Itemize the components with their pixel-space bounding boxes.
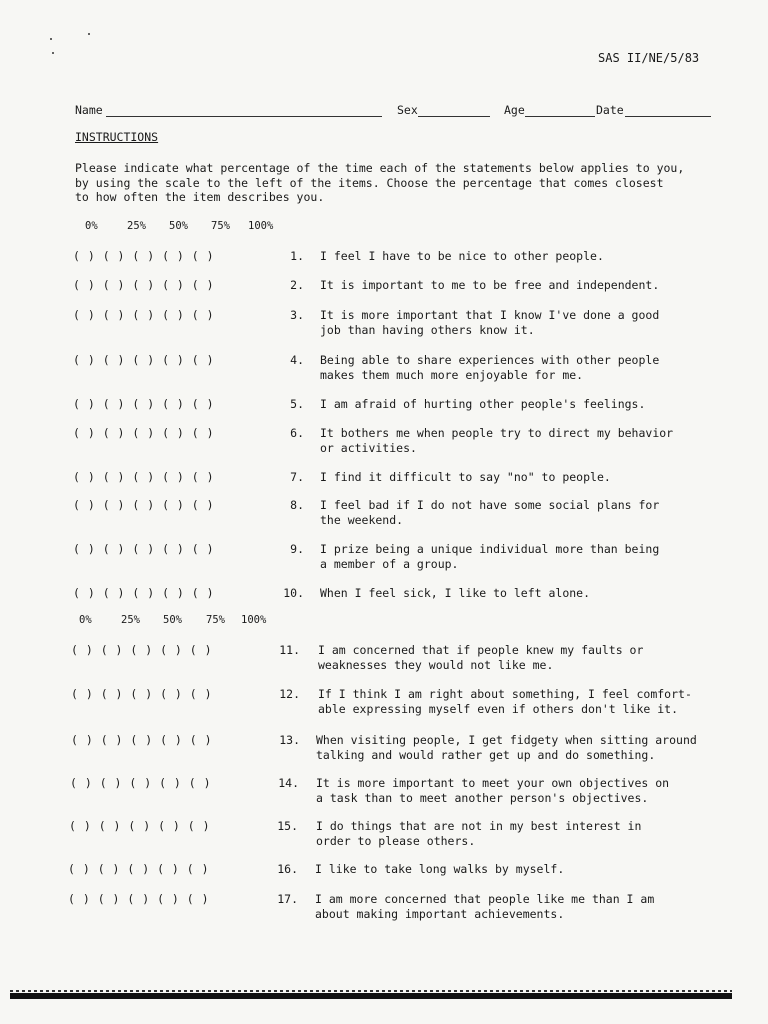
response-options[interactable]: ( ) ( ) ( ) ( ) ( ) <box>73 586 215 600</box>
scale-25: 25% <box>121 614 140 626</box>
item-number: 5. <box>290 397 304 411</box>
age-field[interactable] <box>525 116 595 117</box>
item-number: 6. <box>290 426 304 440</box>
response-options[interactable]: ( ) ( ) ( ) ( ) ( ) <box>73 470 215 484</box>
item-number: 16. <box>277 862 298 876</box>
item-number: 7. <box>290 470 304 484</box>
instructions-text <box>75 161 715 205</box>
date-label: Date <box>596 103 624 117</box>
scan-edge-dots <box>10 990 732 992</box>
item-number: 15. <box>277 819 298 833</box>
scan-speck <box>88 33 90 35</box>
response-options[interactable]: ( ) ( ) ( ) ( ) ( ) <box>73 353 215 367</box>
item-text: I am afraid of hurting other people's feelings. <box>320 397 646 411</box>
name-field[interactable] <box>106 116 382 117</box>
item-number: 10. <box>283 586 304 600</box>
item-number: 13. <box>279 733 300 747</box>
response-options[interactable]: ( ) ( ) ( ) ( ) ( ) <box>71 733 213 747</box>
response-options[interactable]: ( ) ( ) ( ) ( ) ( ) <box>73 397 215 411</box>
response-options[interactable]: ( ) ( ) ( ) ( ) ( ) <box>73 498 215 512</box>
item-text: I do things that are not in my best interest in order to please others. <box>316 819 642 848</box>
item-text: When I feel sick, I like to left alone. <box>320 586 591 600</box>
scan-speck <box>50 38 52 40</box>
scale-50: 50% <box>169 220 188 232</box>
instructions-line: to how often the item describes you. <box>75 190 325 204</box>
response-options[interactable]: ( ) ( ) ( ) ( ) ( ) <box>73 249 215 263</box>
sex-label: Sex <box>397 103 418 117</box>
item-number: 1. <box>290 249 304 263</box>
response-options[interactable]: ( ) ( ) ( ) ( ) ( ) <box>68 862 210 876</box>
scale-25: 25% <box>127 220 146 232</box>
item-text: It is important to me to be free and independent. <box>320 278 660 292</box>
form-code: SAS II/NE/5/83 <box>598 51 700 65</box>
item-text: I feel bad if I do not have some social plans for the weekend. <box>320 498 660 527</box>
item-text: I am concerned that if people knew my faults or weaknesses they would not like me. <box>318 643 644 672</box>
item-text: I prize being a unique individual more than being a member of a group. <box>320 542 660 571</box>
response-options[interactable]: ( ) ( ) ( ) ( ) ( ) <box>71 643 213 657</box>
item-number: 9. <box>290 542 304 556</box>
sex-field[interactable] <box>418 116 490 117</box>
scale-100: 100% <box>248 220 274 232</box>
item-text: When visiting people, I get fidgety when sitting around talking and would rather get up and do something. <box>316 733 697 762</box>
response-options[interactable]: ( ) ( ) ( ) ( ) ( ) <box>73 542 215 556</box>
response-options[interactable]: ( ) ( ) ( ) ( ) ( ) <box>73 278 215 292</box>
item-text: It is more important to meet your own objectives on a task than to meet another person's objectives. <box>316 776 670 805</box>
response-options[interactable]: ( ) ( ) ( ) ( ) ( ) <box>69 819 211 833</box>
response-options[interactable]: ( ) ( ) ( ) ( ) ( ) <box>71 687 213 701</box>
scale-75: 75% <box>206 614 225 626</box>
item-number: 4. <box>290 353 304 367</box>
instructions-line: Please indicate what percentage of the time each of the statements below applies to you, <box>75 161 685 175</box>
scale-100: 100% <box>241 614 267 626</box>
item-number: 2. <box>290 278 304 292</box>
response-options[interactable]: ( ) ( ) ( ) ( ) ( ) <box>70 776 212 790</box>
scale-0: 0% <box>85 220 98 232</box>
item-text: If I think I am right about something, I feel comfort- able expressing myself even if others don't like it. <box>318 687 692 716</box>
scale-0: 0% <box>79 614 92 626</box>
item-text: I feel I have to be nice to other people. <box>320 249 604 263</box>
item-text: It is more important that I know I've done a good job than having others know it. <box>320 308 660 337</box>
age-label: Age <box>504 103 525 117</box>
item-text: It bothers me when people try to direct my behavior or activities. <box>320 426 674 455</box>
item-text: Being able to share experiences with other people makes them much more enjoyable for me. <box>320 353 660 382</box>
item-number: 8. <box>290 498 304 512</box>
scale-75: 75% <box>211 220 230 232</box>
response-options[interactable]: ( ) ( ) ( ) ( ) ( ) <box>73 308 215 322</box>
item-number: 11. <box>279 643 300 657</box>
instructions-title: INSTRUCTIONS <box>75 130 159 144</box>
item-number: 14. <box>278 776 299 790</box>
instructions-line: by using the scale to the left of the items. Choose the percentage that comes closest <box>75 175 664 190</box>
scale-50: 50% <box>163 614 182 626</box>
date-field[interactable] <box>625 116 711 117</box>
name-label: Name <box>75 103 103 117</box>
item-number: 3. <box>290 308 304 322</box>
item-text: I find it difficult to say "no" to people. <box>320 470 611 484</box>
scan-speck <box>52 52 54 54</box>
response-options[interactable]: ( ) ( ) ( ) ( ) ( ) <box>73 426 215 440</box>
item-text: I am more concerned that people like me than I am about making important achievements. <box>315 892 655 921</box>
scan-edge-bar <box>10 993 732 999</box>
item-text: I like to take long walks by myself. <box>315 862 565 876</box>
item-number: 17. <box>277 892 298 906</box>
item-number: 12. <box>279 687 300 701</box>
response-options[interactable]: ( ) ( ) ( ) ( ) ( ) <box>68 892 210 906</box>
